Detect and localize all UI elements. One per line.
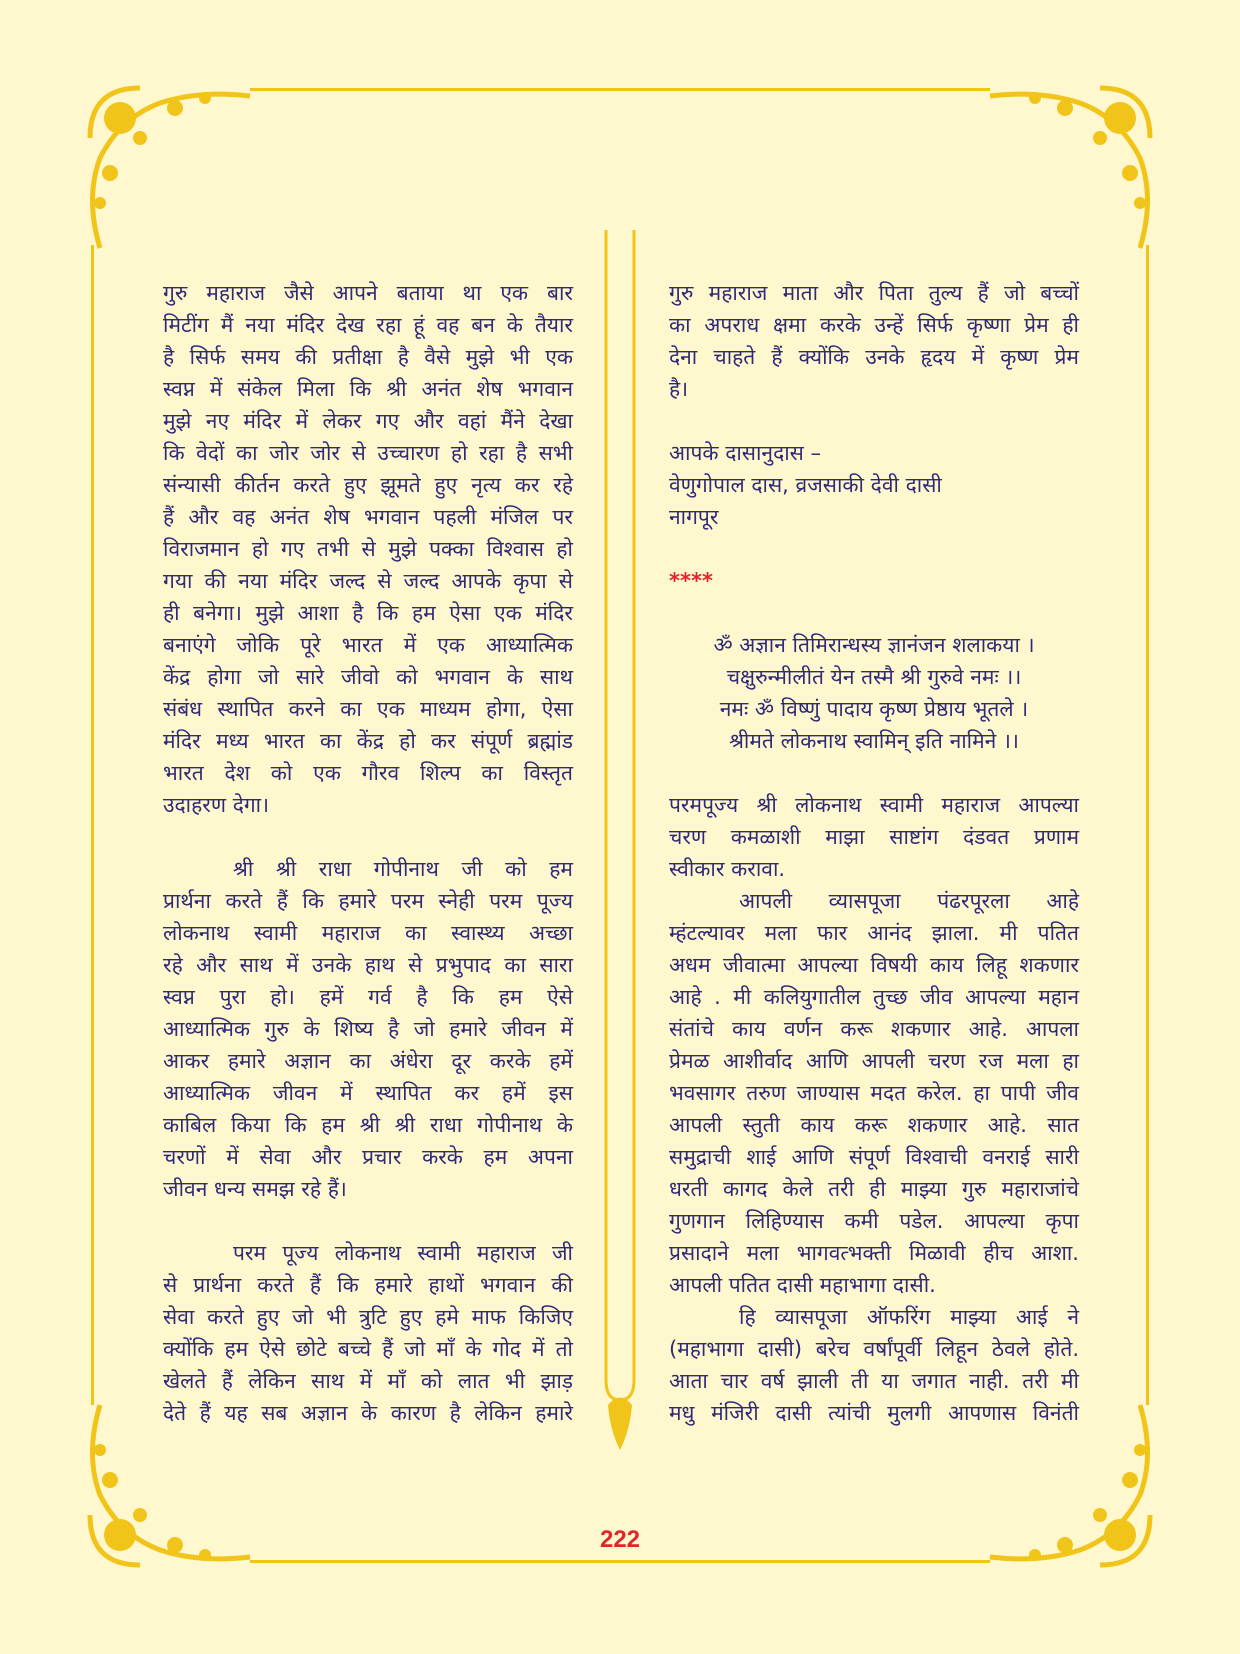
text-line: उदाहरण देगा।	[163, 793, 270, 817]
text-line: स्वप्न में संकेल मिला कि श्री अनंत शेष भगवान	[163, 377, 573, 401]
text-line: गुरु महाराज माता और पिता तुल्य हैं जो बच्चों	[669, 281, 1079, 305]
corner-ornament-icon	[985, 78, 1160, 253]
border-top	[250, 88, 990, 91]
text-line: ही बनेगा। मुझे आशा है कि हम ऐसा एक मंदिर	[163, 601, 573, 625]
text-line: आहे . मी कलियुगातील तुच्छ जीव आपल्या महान	[669, 985, 1079, 1009]
text-line: सेवा करते हुए जो भी त्रुटि हुए हमे माफ किजिए	[163, 1305, 573, 1329]
text-line: हि व्यासपूजा ऑफरिंग माझ्या आई ने	[739, 1305, 1079, 1329]
text-line: भारत देश को एक गौरव शिल्प का विस्तृत	[163, 761, 573, 785]
text-line: मिटींग मैं नया मंदिर देख रहा हूं वह बन के तैयार	[163, 313, 573, 337]
shloka	[669, 629, 1079, 757]
text-line: अधम जीवात्मा आपल्या विषयी काय लिहू शकणार	[669, 953, 1079, 977]
text-line: आध्यात्मिक गुरु के शिष्य है जो हमारे जीवन में	[163, 1017, 573, 1041]
paragraph	[669, 1301, 1079, 1429]
corner-ornament-icon	[80, 78, 255, 253]
text-line: संबंध स्थापित करने का एक माध्यम होगा, ऐसा	[163, 697, 573, 721]
text-line: श्रीमते लोकनाथ स्वामिन् इति नामिने ।।	[729, 729, 1019, 753]
text-line: म्हंटल्यावर मला फार आनंद झाला. मी पतित	[669, 921, 1079, 945]
text-line: है।	[669, 377, 689, 401]
right-column	[669, 277, 1079, 1429]
text-line: केंद्र होगा जो सारे जीवो को भगवान के साथ	[163, 665, 573, 689]
column-divider	[600, 230, 640, 1450]
text-line: विराजमान हो गए तभी से मुझे पक्का विश्वास हो	[163, 537, 573, 561]
text-line: कि वेदों का जोर जोर से उच्चारण हो रहा है सभी	[163, 441, 573, 465]
border-bottom	[250, 1560, 990, 1563]
text-line: (महाभागा दासी) बरेच वर्षांपूर्वी लिहून ठेवले होते.	[669, 1337, 1079, 1361]
text-line: हैं और वह अनंत शेष भगवान पहली मंजिल पर	[163, 505, 573, 529]
paragraph	[163, 277, 573, 821]
text-line: बनाएंगे जोकि पूरे भारत में एक आध्यात्मिक	[163, 633, 573, 657]
text-line: चरणों में सेवा और प्रचार करके हम अपना	[163, 1145, 573, 1169]
text-line: मधु मंजिरी दासी त्यांची मुलगी आपणास विनंती	[669, 1401, 1079, 1425]
text-line: काबिल किया कि हम श्री श्री राधा गोपीनाथ के	[163, 1113, 573, 1137]
text-line: भवसागर तरुण जाण्यास मदत करेल. हा पापी जीव	[669, 1081, 1079, 1105]
paragraph	[669, 885, 1079, 1301]
text-line: आकर हमारे अज्ञान का अंधेरा दूर करके हमें	[163, 1049, 573, 1073]
paragraph	[669, 277, 1079, 405]
left-column	[163, 277, 573, 1429]
text-line: आता चार वर्ष झाली ती या जगात नाही. तरी मी	[669, 1369, 1079, 1393]
text-line: आपके दासानुदास –	[669, 441, 822, 465]
text-line: चरण कमळाशी माझा साष्टांग दंडवत प्रणाम	[669, 825, 1079, 849]
text-line: स्वप्न पुरा हो। हमें गर्व है कि हम ऐसे	[163, 985, 573, 1009]
text-line: ॐ अज्ञान तिमिरान्धस्य ज्ञानंजन शलाकया ।	[713, 633, 1035, 657]
border-left	[91, 245, 94, 1405]
text-line: स्वीकार करावा.	[669, 857, 786, 881]
text-line: गुरु महाराज जैसे आपने बताया था एक बार	[163, 281, 573, 305]
text-line: जीवन धन्य समझ रहे हैं।	[163, 1177, 347, 1201]
text-line: आपली व्यासपूजा पंढरपूरला आहे	[739, 889, 1079, 913]
text-line: आपली स्तुती काय करू शकणार आहे. सात	[669, 1113, 1079, 1137]
text-line: से प्रार्थना करते हैं कि हमारे हाथों भगवान की	[163, 1273, 573, 1297]
text-line: रहे और साथ में उनके हाथ से प्रभुपाद का सारा	[163, 953, 573, 977]
page-number: 222	[599, 1526, 641, 1553]
text-line: गया की नया मंदिर जल्द से जल्द आपके कृपा से	[163, 569, 573, 593]
text-line: लोकनाथ स्वामी महाराज का स्वास्थ्य अच्छा	[163, 921, 573, 945]
text-line: श्री श्री राधा गोपीनाथ जी को हम	[233, 857, 573, 881]
text-line: खेलते हैं लेकिन साथ में माँ को लात भी झाड़	[163, 1369, 573, 1393]
text-line: नमः ॐ विष्णुं पादाय कृष्ण प्रेष्ठाय भूतले ।	[719, 697, 1029, 721]
text-line: गुणगान लिहिण्यास कमी पडेल. आपल्या कृपा	[669, 1209, 1079, 1233]
border-right	[1146, 245, 1149, 1405]
text-line: है सिर्फ समय की प्रतीक्षा है वैसे मुझे भी एक	[163, 345, 573, 369]
text-line: चक्षुरुन्मीलीतं येन तस्मै श्री गुरुवे नमः ।।	[726, 665, 1022, 689]
text-line: प्रेमळ आशीर्वाद आणि आपली चरण रज मला हा	[669, 1049, 1079, 1073]
text-line: नागपूर	[669, 505, 719, 529]
text-line: समुद्राची शाई आणि संपूर्ण विश्वाची वनराई सारी	[669, 1145, 1079, 1169]
text-line: देना चाहते हैं क्योंकि उनके हृदय में कृष्ण प्रेम	[669, 345, 1079, 369]
paragraph	[163, 853, 573, 1205]
text-line: प्रसादाने मला भागवत्भक्ती मिळावी हीच आशा.	[669, 1241, 1079, 1265]
text-line: धरती कागद केले तरी ही माझ्या गुरु महाराजांचे	[669, 1177, 1079, 1201]
paragraph	[163, 1237, 573, 1429]
signature	[669, 437, 1079, 533]
text-line: संन्यासी कीर्तन करते हुए झूमते हुए नृत्य कर रहे	[163, 473, 573, 497]
text-line: मंदिर मध्य भारत का केंद्र हो कर संपूर्ण ब्रह्मांड	[163, 729, 573, 753]
text-line: परमपूज्य श्री लोकनाथ स्वामी महाराज आपल्या	[669, 793, 1079, 817]
text-line: का अपराध क्षमा करके उन्हें सिर्फ कृष्णा प्रेम ही	[669, 313, 1079, 337]
text-line: परम पूज्य लोकनाथ स्वामी महाराज जी	[233, 1241, 573, 1265]
text-line: क्योंकि हम ऐसे छोटे बच्चे हैं जो माँ के गोद में तो	[163, 1337, 573, 1361]
text-line: संतांचे काय वर्णन करू शकणार आहे. आपला	[669, 1017, 1079, 1041]
separator-stars: ****	[669, 569, 713, 593]
text-line: मुझे नए मंदिर में लेकर गए और वहां मैंने देखा	[163, 409, 573, 433]
text-line: आध्यात्मिक जीवन में स्थापित कर हमें इस	[163, 1081, 573, 1105]
text-line: आपली पतित दासी महाभागा दासी.	[669, 1273, 936, 1297]
text-line: वेणुगोपाल दास, व्रजसाकी देवी दासी	[669, 473, 942, 497]
paragraph	[669, 789, 1079, 885]
text-line: देते हैं यह सब अज्ञान के कारण है लेकिन हमारे	[163, 1401, 573, 1425]
text-line: प्रार्थना करते हैं कि हमारे परम स्नेही परम पूज्य	[163, 889, 573, 913]
